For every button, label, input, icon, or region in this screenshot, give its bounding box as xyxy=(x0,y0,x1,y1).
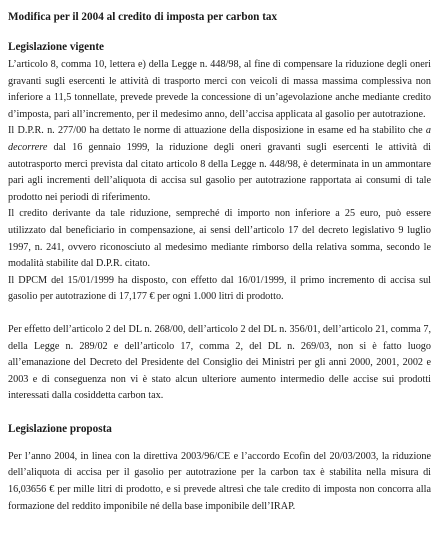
paragraph-vigente-3: Il credito derivante da tale riduzione, sempreché di importo non inferiore a 25 euro, può essere utilizzato dal beneficiario in compensazione, ai sensi dell’articolo 17 del decreto legislativo 9 luglio 1997, n. 241, ovvero riconosciuto al medesimo mediante rimborso della relativa somma, secondo le modalità stabilite dal D.P.R. citato. xyxy=(8,208,431,270)
paragraph-proposta-1: Per l’anno 2004, in linea con la direttiva 2003/96/CE e l’accordo Ecofin del 20/03/2003, la riduzione dell’aliquota di accisa per il gasolio per autotrazione per la carbon tax è stabilita nella misura di 16,03656 € per mille litri di prodotto, e si prevede altresì che tale credito di imposta non concorra alla formazione del reddito imponibile né della base imponibile dell’IRAP. xyxy=(8,450,431,512)
paragraph-vigente-2 xyxy=(8,123,431,206)
paragraph-vigente-2-emphasis: a decorrere xyxy=(8,125,431,153)
section-heading-vigente: Legislazione vigente xyxy=(8,41,105,53)
paragraph-vigente-2-part-2: dal 16 gennaio 1999, la riduzione degli oneri gravanti sugli esercenti le attività di autotrasporto merci prevista dal citato articolo 8 della Legge n. 448/98, è determinata in un ammontare pari agli incrementi dell’aliquota di accisa sul gasolio per autotrazione rapportata ai consumi di tale prodotto nei periodi di riferimento. xyxy=(8,141,431,203)
paragraph-vigente-5: Per effetto dell’articolo 2 del DL n. 268/00, dell’articolo 2 del DL n. 356/01, dell’articolo 21, comma 7, della Legge n. 289/02 e dell’articolo 17, comma 2, del DL n. 269/03, non si è fatto luogo all’emanazione del Decreto del Presidente del Consiglio dei Ministri per gli anni 2000, 2001, 2002 e 2003 e di conseguenza non vi è stato alcun ulteriore aumento intermedio delle accise sui prodotti interessati dalla cosiddetta carbon tax. xyxy=(8,323,431,402)
document-title: Modifica per il 2004 al credito di imposta per carbon tax xyxy=(8,11,278,23)
paragraph-vigente-1: L’articolo 8, comma 10, lettera e) della Legge n. 448/98, al fine di compensare la riduzione degli oneri gravanti sugli esercenti le attività di trasporto merci con veicoli di massa massima complessiva non inferiore a 11,5 tonnellate, prevede prevede la concessione di un’agevolazione anche mediante credito d’imposta, pari all’incremento, per il medesimo anno, dell’accisa applicata al gasolio per autotrazione. xyxy=(8,59,431,120)
section-heading-proposta: Legislazione proposta xyxy=(8,422,112,435)
paragraph-vigente-2-part-1: Il D.P.R. n. 277/00 ha dettato le norme di attuazione della disposizione in esame ed ha stabilito che xyxy=(8,125,426,137)
paragraph-vigente-4: Il DPCM del 15/01/1999 ha disposto, con effetto dal 16/01/1999, il primo incremento di accisa sul gasolio per autotrazione di 17,177 € per ogni 1.000 litri di prodotto. xyxy=(8,274,431,303)
